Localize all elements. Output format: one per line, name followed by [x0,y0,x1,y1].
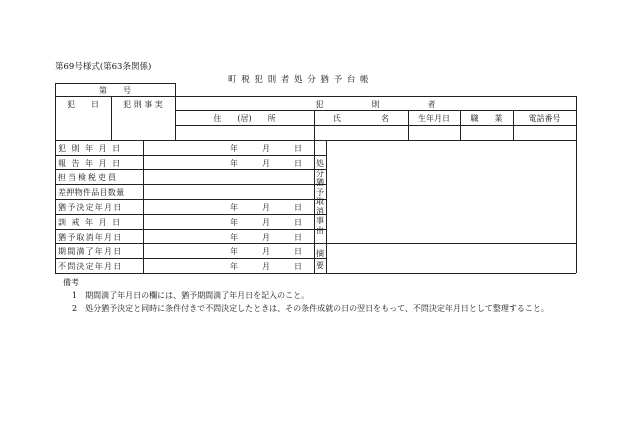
offense-day-header: 犯 日 [67,100,99,109]
table-line [55,83,56,273]
table-line [55,184,326,185]
date-field: 年 月 日 [230,144,302,153]
table-line [326,140,327,273]
table-line [175,110,576,111]
row-label-seized-items: 差押物件品目数量 [58,188,125,197]
row-label-admonition-date: 訓 戒 年 月 日 [58,218,122,227]
notes-heading: 備考 [63,278,79,287]
table-line [55,214,326,215]
table-line [55,229,326,230]
table-line [143,140,144,273]
date-field: 年 月 日 [230,247,302,256]
offender-header: 犯 則 者 [315,100,436,109]
table-line [175,125,576,126]
document-title: 町 税 犯 則 者 処 分 猶 予 台 帳 [228,75,370,85]
number-cell: 第 号 [99,86,131,95]
table-line [55,155,326,156]
date-field: 年 月 日 [230,262,302,271]
table-line [55,96,576,97]
note-item: 2 処分猶予決定と同時に条件付きで不問決定したときは、その条件成就の日の翌日をもって、不問決定年月日として整理すること。 [72,304,549,313]
offense-facts-header: 犯 則 事 実 [123,100,163,109]
row-label-cancel-date: 猶予取消年月日 [58,233,123,242]
table-line [175,83,176,140]
note-item: 1 期間満了年月日の欄には、猶予期間満了年月日を記入のこと。 [72,291,310,300]
table-line [55,140,576,141]
date-field: 年 月 日 [230,203,302,212]
table-line [55,83,175,84]
name-header: 氏 名 [333,114,389,123]
address-header: 住 (居) 所 [213,114,276,123]
row-label-report-date: 報 告 年 月 日 [58,159,122,168]
occupation-header: 職 業 [470,114,503,123]
table-line [576,96,577,273]
row-label-dismissal-date: 不問決定年月日 [58,262,123,271]
cancel-reason-label: 処分猶予取消事由 [316,159,324,235]
phone-header: 電話番号 [528,114,561,123]
form-label: 第69号様式(第63条関係) [55,62,152,72]
table-line [55,258,326,259]
table-line [55,243,576,244]
birthdate-header: 生年月日 [418,114,450,123]
date-field: 年 月 日 [230,233,302,242]
table-line [55,273,576,274]
row-label-offense-date: 犯 則 年 月 日 [58,144,122,153]
date-field: 年 月 日 [230,159,302,168]
remarks-label: 摘要 [316,249,324,270]
row-label-expiry-date: 期間満了年月日 [58,247,123,256]
table-line [55,199,326,200]
date-field: 年 月 日 [230,218,302,227]
row-label-deferral-date: 猶予決定年月日 [58,203,123,212]
table-line [55,169,326,170]
row-label-officer: 担当検税吏員 [58,173,118,182]
